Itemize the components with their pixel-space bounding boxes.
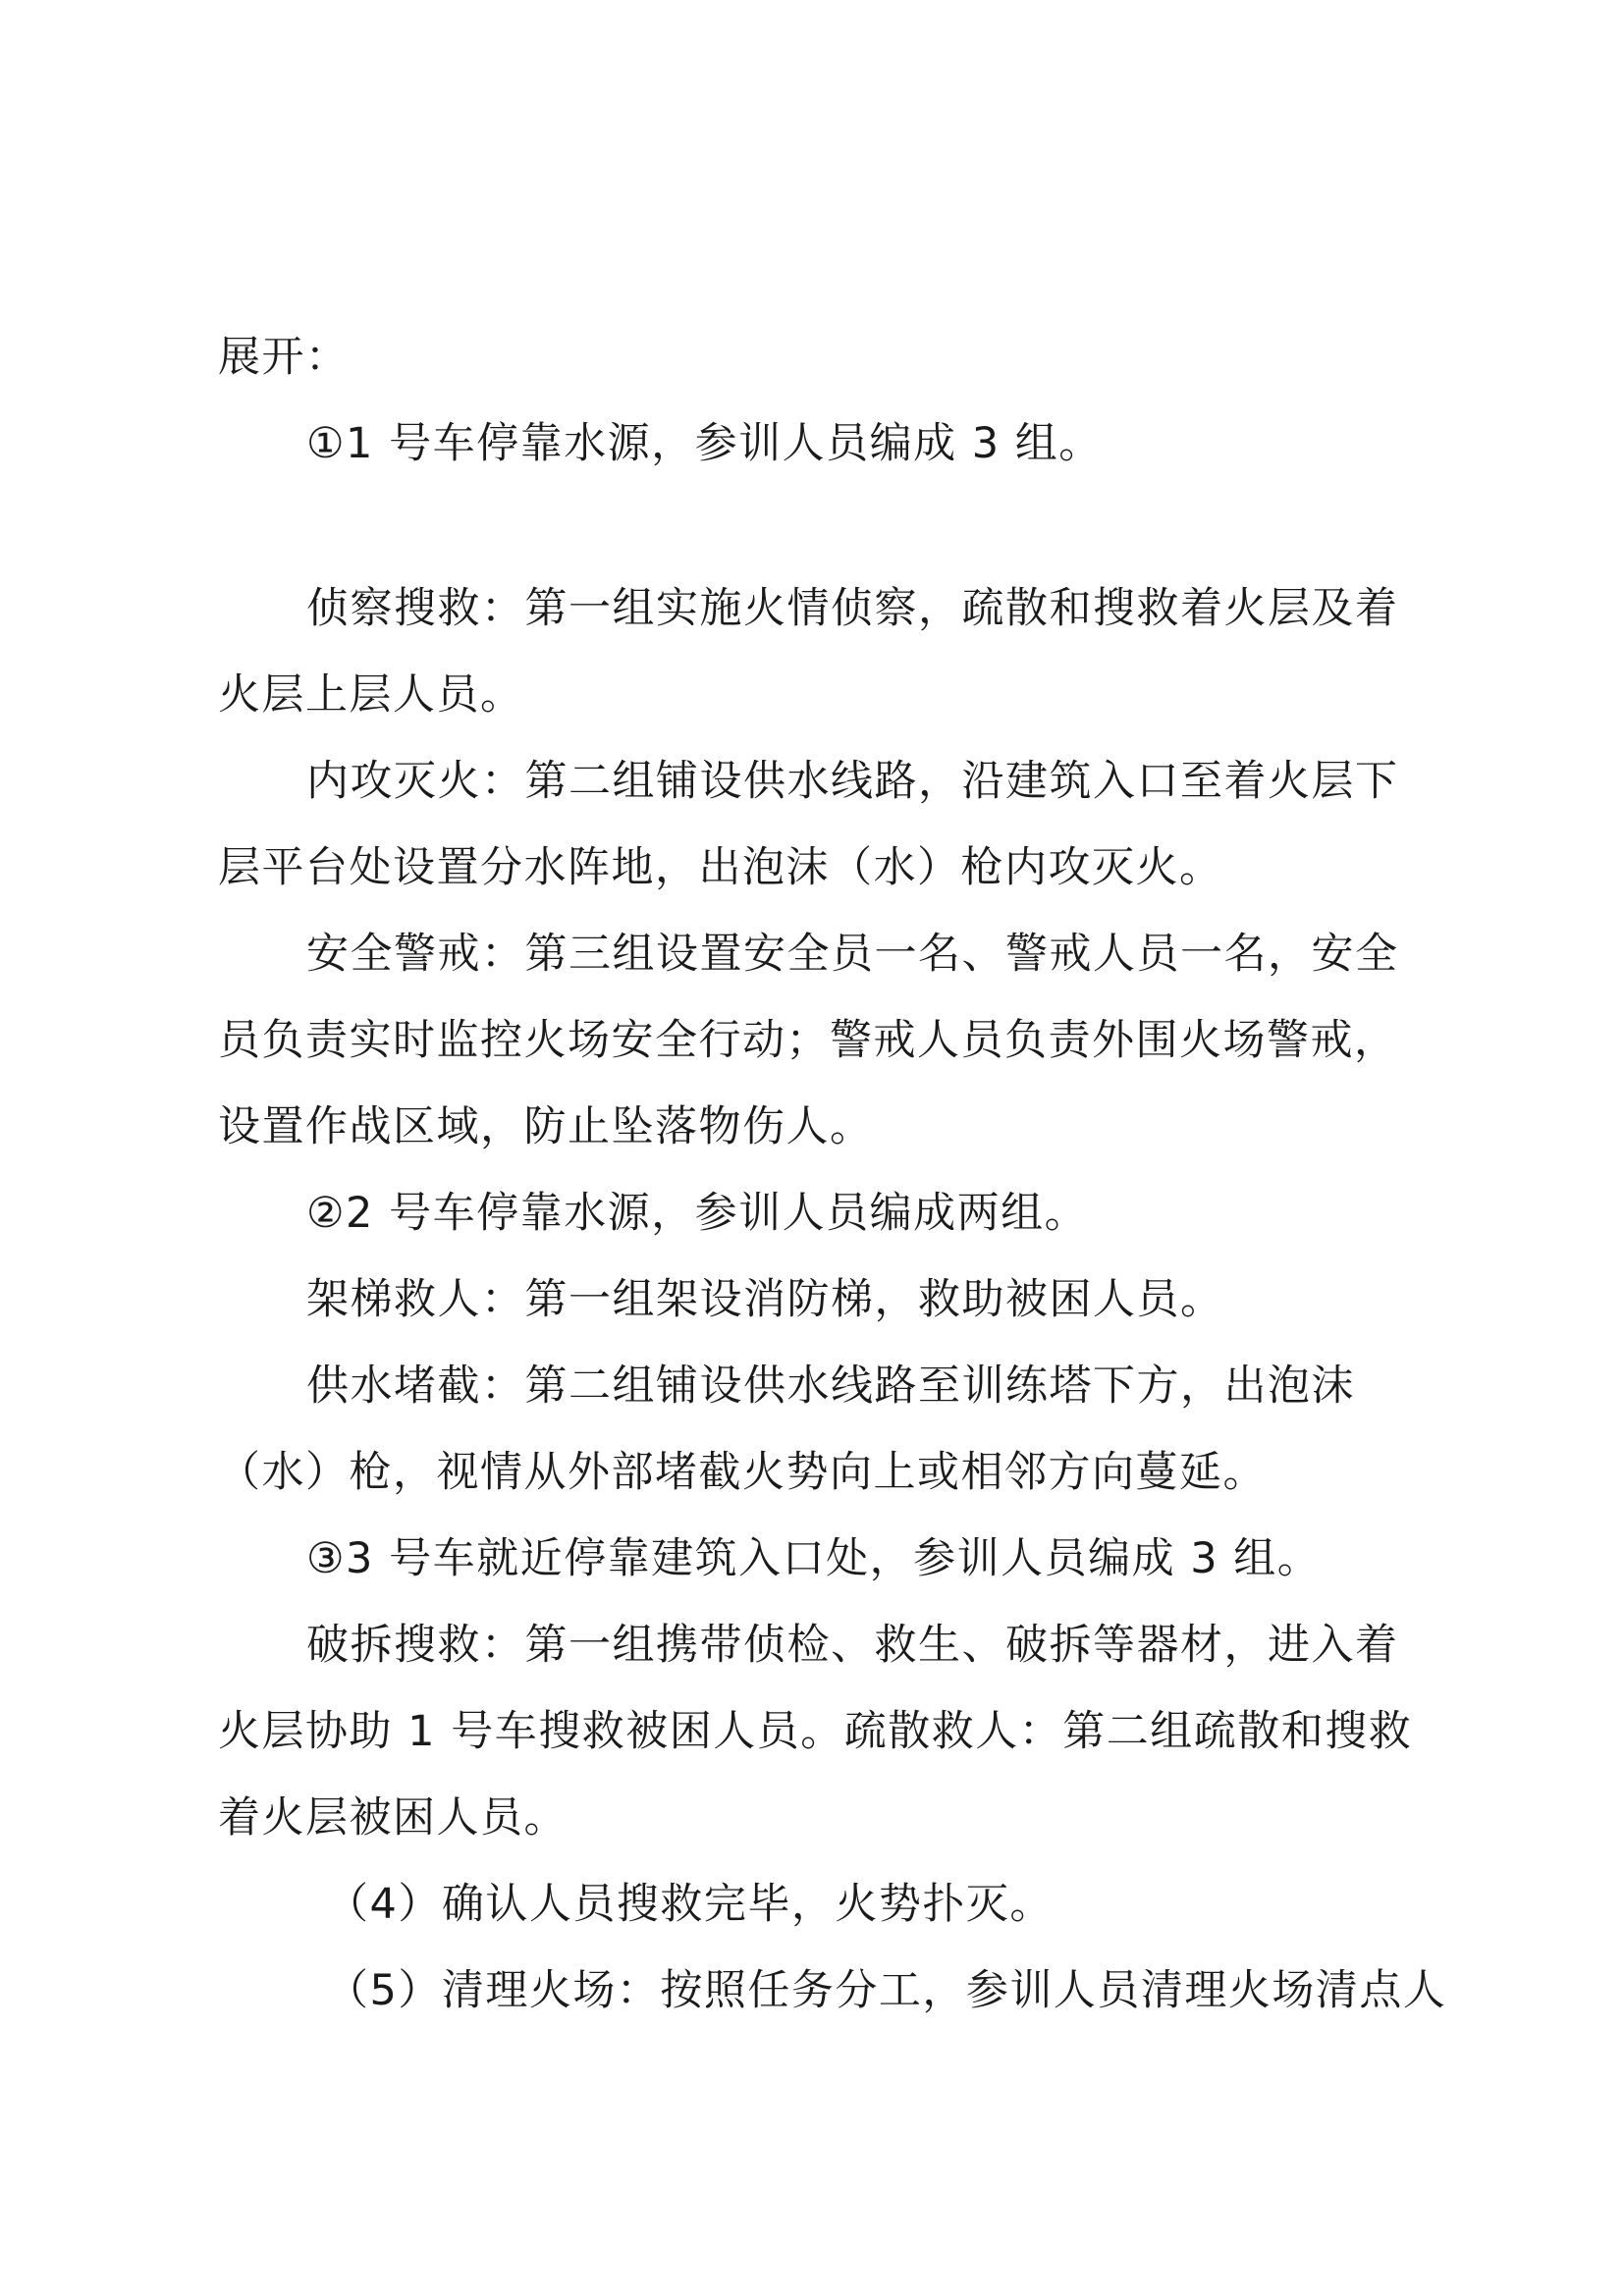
paragraph-line: 层平台处设置分水阵地，出泡沫（水）枪内攻灭火。 bbox=[218, 843, 1223, 892]
paragraph-line: 内攻灭火：第二组铺设供水线路，沿建筑入口至着火层下 bbox=[306, 757, 1399, 806]
paragraph-line: 侦察搜救：第一组实施火情侦察，疏散和搜救着火层及着 bbox=[306, 584, 1399, 633]
paragraph-line: 着火层被困人员。 bbox=[218, 1793, 568, 1842]
paragraph-line: 安全警戒：第三组设置安全员一名、警戒人员一名，安全 bbox=[306, 930, 1399, 979]
paragraph-line: 设置作战区域，防止坠落物伤人。 bbox=[218, 1102, 874, 1151]
paragraph-line: 破拆搜救：第一组携带侦检、救生、破拆等器材，进入着 bbox=[306, 1621, 1399, 1670]
paragraph-line: 供水堵截：第二组铺设供水线路至训练塔下方，出泡沫 bbox=[306, 1362, 1355, 1411]
paragraph-line: ③3 号车就近停靠建筑入口处，参训人员编成 3 组。 bbox=[306, 1534, 1322, 1583]
paragraph-line: 员负责实时监控火场安全行动；警戒人员负责外围火场警戒， bbox=[218, 1016, 1398, 1065]
paragraph-line: 火层上层人员。 bbox=[218, 670, 524, 720]
paragraph-line: （5）清理火场：按照任务分工，参训人员清理火场清点人 bbox=[326, 1966, 1447, 2015]
paragraph-line: ①1 号车停靠水源，参训人员编成 3 组。 bbox=[306, 419, 1103, 468]
paragraph-line: 火层协助 1 号车搜救被困人员。疏散救人：第二组疏散和搜救 bbox=[218, 1707, 1413, 1756]
paragraph-line: （水）枪，视情从外部堵截火势向上或相邻方向蔓延。 bbox=[218, 1448, 1267, 1497]
body-text bbox=[218, 314, 1447, 2034]
paragraph-line: （4）确认人员搜救完毕，火势扑灭。 bbox=[326, 1880, 1054, 1929]
paragraph-line: 架梯救人：第一组架设消防梯，救助被困人员。 bbox=[306, 1275, 1224, 1324]
paragraph-line: ②2 号车停靠水源，参训人员编成两组。 bbox=[306, 1189, 1089, 1238]
paragraph-line: 展开： bbox=[218, 333, 350, 382]
